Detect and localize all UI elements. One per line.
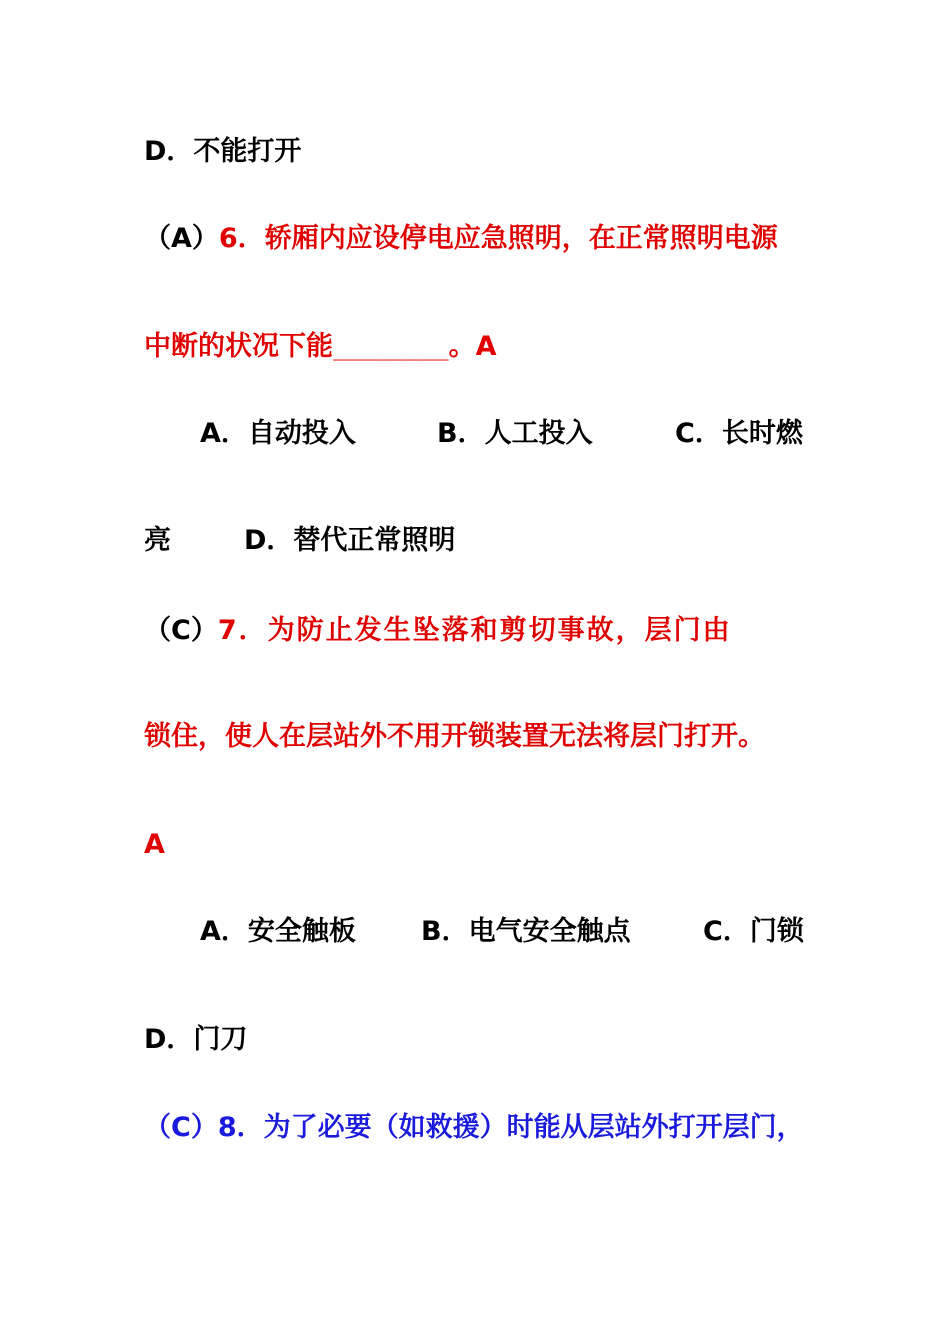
q6-option-d: D．替代正常照明 <box>244 525 456 556</box>
q5-option-d: D．不能打开 <box>144 136 302 167</box>
q6-stem-line1: 6．轿厢内应设停电应急照明，在正常照明电源 <box>218 223 778 254</box>
q6-blank: ________ <box>333 333 449 361</box>
q6-option-a: A．自动投入 <box>200 418 356 449</box>
q6-question-line2 <box>144 327 497 367</box>
q7-stem-line2: 锁住，使人在层站外不用开锁装置无法将层门打开。 <box>144 721 765 752</box>
q6-stem-line2-end: 。A <box>448 331 497 362</box>
q6-answer: （A） <box>144 223 219 254</box>
q7-answer: （C） <box>144 615 218 646</box>
q6-option-c-continued: 亮 <box>144 525 171 556</box>
q6-stem-line2: 中断的状况下能 <box>144 331 333 362</box>
q7-option-a: A．安全触板 <box>200 916 356 947</box>
q8-stem-line1: 8．为了必要（如救援）时能从层站外打开层门， <box>217 1112 804 1143</box>
q7-option-c: C．门锁 <box>703 916 804 947</box>
q7-stem-line3: A <box>144 829 165 860</box>
q6-option-b: B．人工投入 <box>437 418 593 449</box>
q7-option-d: D．门刀 <box>144 1024 248 1055</box>
q6-question-line1 <box>144 219 778 259</box>
q8-answer: （C） <box>144 1112 218 1143</box>
q7-stem-line1: 7．为防止发生坠落和剪切事故，层门由 <box>217 615 732 646</box>
q7-question-line1 <box>144 611 732 651</box>
q7-option-b: B．电气安全触点 <box>421 916 631 947</box>
q6-option-c: C．长时燃 <box>675 418 803 449</box>
q8-question-line1 <box>144 1108 804 1148</box>
